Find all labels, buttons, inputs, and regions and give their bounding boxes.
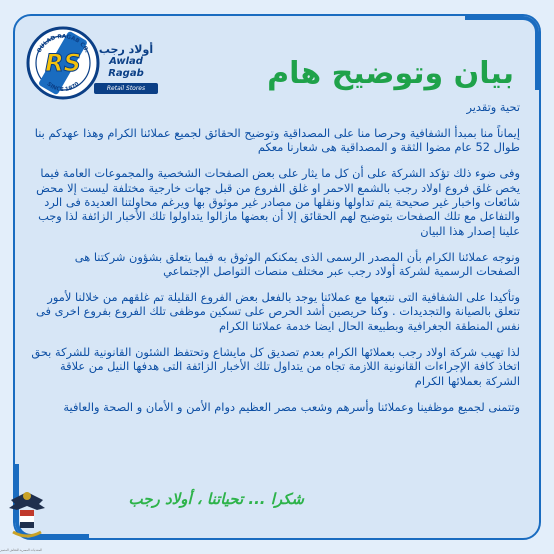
- official-sources-paragraph: ونوجه عملائنا الكرام بأن المصدر الرسمى الذى يمكنكم الوثوق به فيما يتعلق بشؤون شركتنا هى الصفحات الرسمية لشركة أولاد رجب عبر مختلف منصات التواصل الإجتماعي: [74, 249, 520, 279]
- signoff: شكرا ... تحياتنا ، أولاد رجب: [128, 490, 304, 508]
- brand-wordmark: [94, 44, 158, 94]
- brand-name-arabic: أولاد رجب: [98, 43, 154, 56]
- brand-tagline: Retail Stores: [94, 83, 158, 94]
- eagle-emblem-icon: [5, 484, 49, 542]
- branch-closures-paragraph: وتأكيدا على الشفافية التى نتبعها مع عملائنا يوجد بالفعل بعض الفروع القليلة تم غلقهم من خلالنا لأمور تتعلق بالصيانة والتجديدات . وكنا حريصين أشد الحرص على تسكين موظفى تلك الفروع بفروع اخرى فى نفس المنطقة الجغرافية وبطبيعة الحال ايضا خدمة عملائنا الكرام: [36, 290, 520, 333]
- transparency-paragraph: إيماناً منا بمبدأ الشفافية وحرصا منا على المصداقية وتوضيح الحقائق لجميع عملائنا الكرام وهذا عهدكم بنا طوال 52 عام مضوا الثقة و المصداقية هى شعارنا معكم: [34, 125, 520, 155]
- statement-headline: بيان وتوضيح هام: [267, 56, 514, 91]
- statement-body: [30, 100, 520, 425]
- logo-ring-top: OULAD RAGAB CO.: [36, 33, 90, 54]
- logo-ring-bottom: SINCE 1970: [45, 81, 81, 94]
- awlad-ragab-logo-icon: [26, 26, 100, 100]
- wishes-paragraph: وتتمنى لجميع موظفينا وعملائنا وأسرهم وشعب مصر العظيم دوام الأمن و الأمان و الصحة والعافية: [63, 399, 520, 414]
- brand-name-english: Awlad Ragab: [108, 56, 144, 79]
- legal-notice-paragraph: لذا تهيب شركة اولاد رجب بعملائها الكرام بعدم تصديق كل مايشاع وتحتفظ الشئون القانونية للشركة بحق اتخاذ كافة الإجراءات القانونية اللازمة تجاه من يتداول تلك الأخبار الزائفة التى هدفها النيل من علاقة الشركة بعملائها الكرام: [31, 344, 520, 388]
- rumors-paragraph: وفى ضوء ذلك تؤكد الشركة على أن كل ما يثار على بعض الصفحات الشخصية والمجموعات العامة فيما يخص غلق فروع اولاد رجب بالشمع الاحمر او غلق الفروع من قبل جهات خارجية مختلفة ليست إلا محض شائعات واخبار غير صحيحة يتم تداولها ونقلها من مصادر غير موثوق بها ويرغم محاولتنا العديدة فى الرد والتفاعل مع تلك الصفحات بتوضيح لهم الحقائق إلا أن بعضها مازالوا يتداولوا تلك الأخبار الزائفة لذا وجب علينا إصدار هذا البيان: [36, 166, 520, 238]
- watermark-caption: المنتديات المصرية للنقاش المتميز: [0, 548, 43, 552]
- greeting-paragraph: تحية وتقدير: [466, 100, 520, 114]
- logo-monogram: RS: [45, 49, 81, 77]
- brand-block: [26, 26, 156, 106]
